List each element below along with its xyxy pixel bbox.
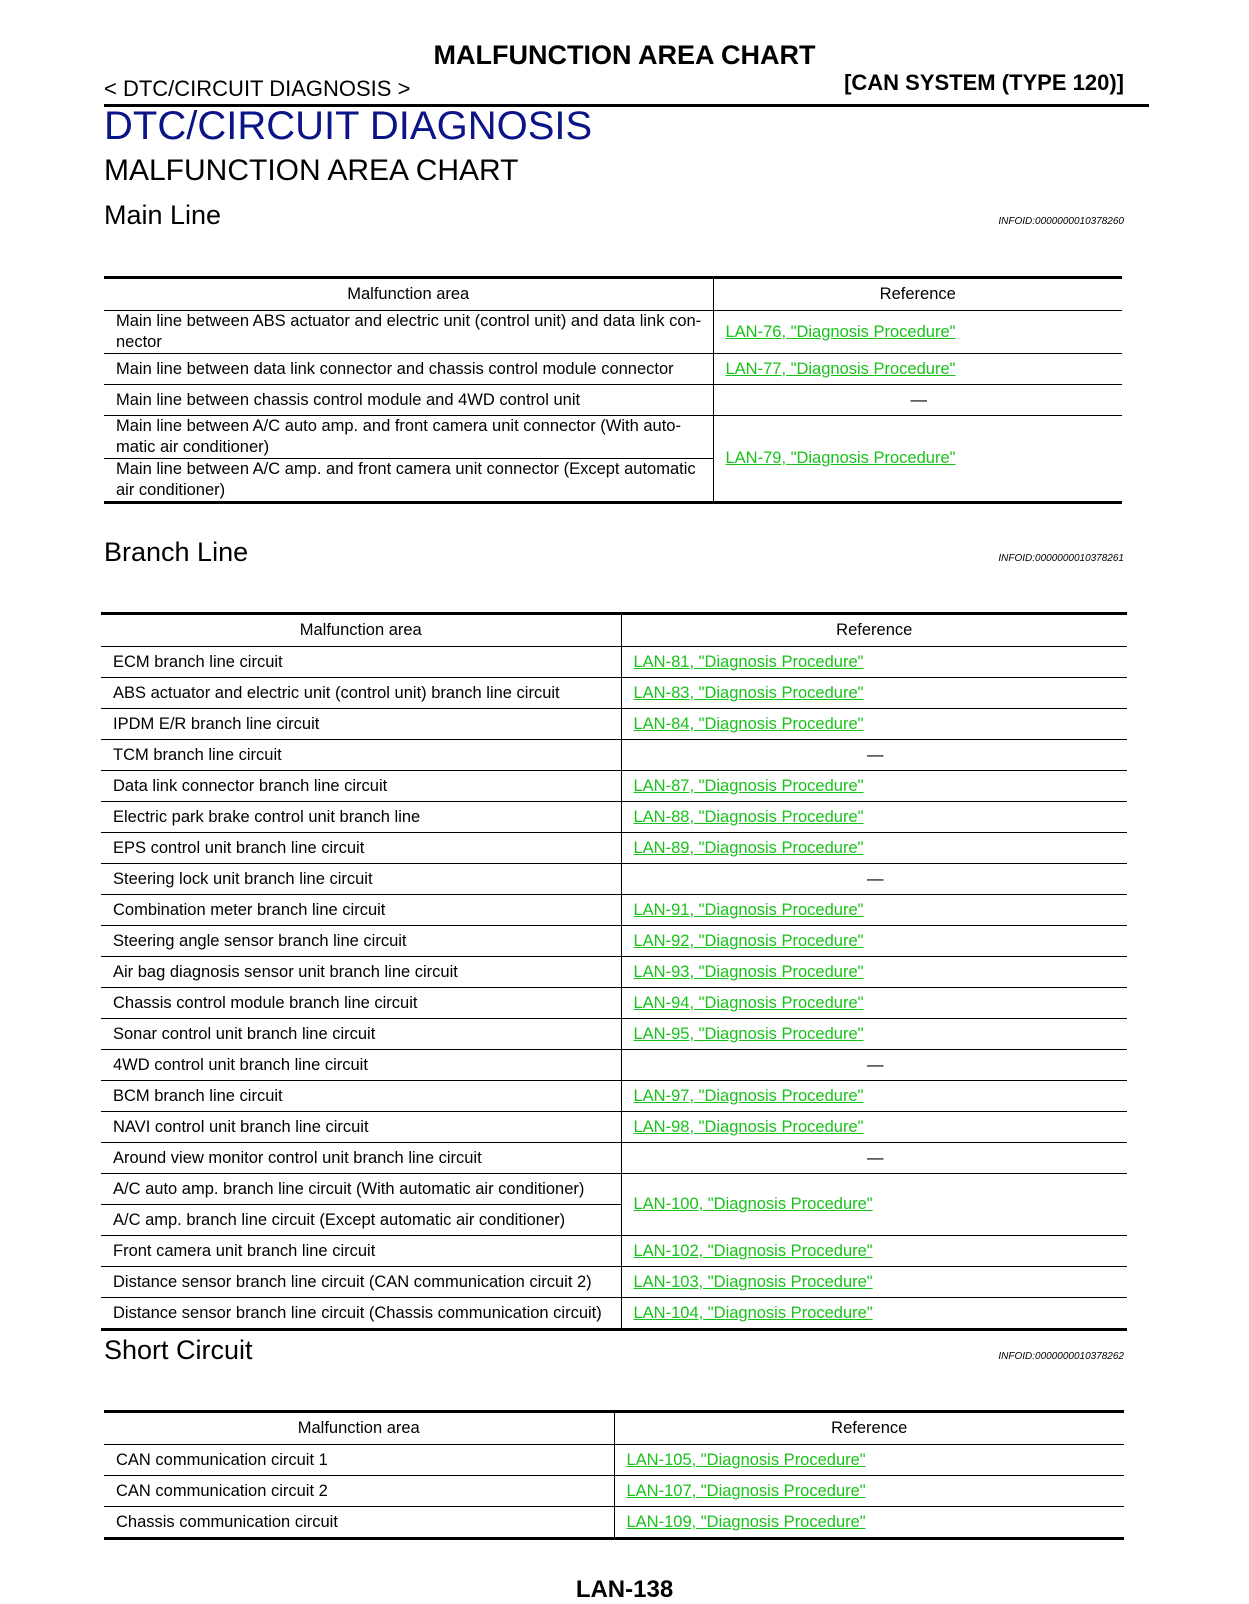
branch-line-infoid: INFOID:0000000010378261	[998, 553, 1124, 564]
table-row	[104, 354, 1122, 385]
reference-cell: —	[713, 385, 1122, 416]
table-row	[104, 311, 1122, 354]
short-circuit-title: Short Circuit	[104, 1335, 253, 1365]
main-line-table	[104, 276, 1122, 504]
reference-cell	[621, 988, 1127, 1019]
branch-line-table	[101, 612, 1127, 1331]
main-line-title: Main Line	[104, 200, 222, 230]
reference-cell	[621, 678, 1127, 709]
malfunction-area-cell: Main line between chassis control module and 4WD control unit	[104, 385, 713, 416]
reference-link[interactable]: LAN-84, "Diagnosis Procedure"	[633, 714, 864, 733]
table-row	[104, 416, 1122, 459]
page-header-title: MALFUNCTION AREA CHART	[433, 40, 816, 70]
table-row	[101, 988, 1127, 1019]
reference-link[interactable]: LAN-88, "Diagnosis Procedure"	[633, 807, 864, 826]
short-circuit-infoid: INFOID:0000000010378262	[998, 1351, 1124, 1362]
malfunction-area-cell: Chassis communication circuit	[104, 1507, 614, 1539]
malfunction-area-cell: Electric park brake control unit branch line	[101, 802, 621, 833]
table-row	[101, 1236, 1127, 1267]
breadcrumb: < DTC/CIRCUIT DIAGNOSIS >	[104, 76, 411, 101]
reference-link[interactable]: LAN-107, "Diagnosis Procedure"	[626, 1481, 866, 1500]
reference-cell: —	[621, 1143, 1127, 1174]
malfunction-area-cell: Main line between A/C amp. and front camera unit connector (Except automatic air conditioner)	[104, 459, 713, 503]
system-label: [CAN SYSTEM (TYPE 120)]	[844, 70, 1124, 95]
main-line-infoid: INFOID:0000000010378260	[998, 216, 1124, 227]
table-row	[101, 1050, 1127, 1081]
reference-link[interactable]: LAN-76, "Diagnosis Procedure"	[725, 322, 956, 341]
column-header-malfunction-area: Malfunction area	[101, 614, 621, 647]
reference-cell	[713, 311, 1122, 354]
reference-link[interactable]: LAN-81, "Diagnosis Procedure"	[633, 652, 864, 671]
malfunction-area-cell: A/C auto amp. branch line circuit (With automatic air conditioner)	[101, 1174, 621, 1205]
malfunction-area-cell: BCM branch line circuit	[101, 1081, 621, 1112]
reference-link[interactable]: LAN-103, "Diagnosis Procedure"	[633, 1272, 873, 1291]
column-header-malfunction-area: Malfunction area	[104, 1412, 614, 1445]
reference-link[interactable]: LAN-104, "Diagnosis Procedure"	[633, 1303, 873, 1322]
reference-link[interactable]: LAN-83, "Diagnosis Procedure"	[633, 683, 864, 702]
reference-cell	[621, 833, 1127, 864]
table-row	[101, 864, 1127, 895]
reference-link[interactable]: LAN-94, "Diagnosis Procedure"	[633, 993, 864, 1012]
malfunction-area-cell: NAVI control unit branch line circuit	[101, 1112, 621, 1143]
reference-cell	[621, 1298, 1127, 1330]
malfunction-area-cell: Main line between ABS actuator and electric unit (control unit) and data link con-nector	[104, 311, 713, 354]
malfunction-area-cell: A/C amp. branch line circuit (Except automatic air conditioner)	[101, 1205, 621, 1236]
malfunction-area-cell: Main line between data link connector and chassis control module connector	[104, 354, 713, 385]
reference-link[interactable]: LAN-102, "Diagnosis Procedure"	[633, 1241, 873, 1260]
reference-link[interactable]: LAN-100, "Diagnosis Procedure"	[633, 1195, 873, 1213]
column-header-reference: Reference	[614, 1412, 1124, 1445]
reference-cell	[621, 1081, 1127, 1112]
reference-cell	[621, 1112, 1127, 1143]
reference-link[interactable]: LAN-77, "Diagnosis Procedure"	[725, 359, 956, 378]
reference-cell	[621, 1174, 1127, 1236]
short-circuit-table	[104, 1410, 1124, 1540]
reference-link[interactable]: LAN-109, "Diagnosis Procedure"	[626, 1512, 866, 1531]
malfunction-area-cell: IPDM E/R branch line circuit	[101, 709, 621, 740]
reference-link[interactable]: LAN-91, "Diagnosis Procedure"	[633, 900, 864, 919]
reference-cell	[614, 1445, 1124, 1476]
reference-cell	[621, 647, 1127, 678]
malfunction-area-cell: Air bag diagnosis sensor unit branch line circuit	[101, 957, 621, 988]
malfunction-area-cell: Steering lock unit branch line circuit	[101, 864, 621, 895]
reference-cell	[621, 802, 1127, 833]
reference-cell: —	[621, 1050, 1127, 1081]
malfunction-area-cell: Front camera unit branch line circuit	[101, 1236, 621, 1267]
malfunction-area-cell: Around view monitor control unit branch line circuit	[101, 1143, 621, 1174]
column-header-reference: Reference	[621, 614, 1127, 647]
reference-cell	[621, 926, 1127, 957]
malfunction-area-cell: Distance sensor branch line circuit (Chassis communication circuit)	[101, 1298, 621, 1330]
table-row	[101, 957, 1127, 988]
table-row	[101, 1143, 1127, 1174]
reference-link[interactable]: LAN-89, "Diagnosis Procedure"	[633, 838, 864, 857]
table-row	[101, 1298, 1127, 1330]
malfunction-area-cell: Distance sensor branch line circuit (CAN communication circuit 2)	[101, 1267, 621, 1298]
reference-link[interactable]: LAN-79, "Diagnosis Procedure"	[725, 449, 956, 467]
table-row	[101, 1267, 1127, 1298]
reference-cell	[713, 416, 1122, 503]
page-subtitle: MALFUNCTION AREA CHART	[104, 154, 519, 187]
table-row	[101, 709, 1127, 740]
table-row	[104, 1476, 1124, 1507]
malfunction-area-cell: 4WD control unit branch line circuit	[101, 1050, 621, 1081]
table-header-row	[104, 1412, 1124, 1445]
reference-cell	[621, 895, 1127, 926]
table-row	[101, 647, 1127, 678]
branch-line-title: Branch Line	[104, 537, 249, 567]
table-header-row	[104, 278, 1122, 311]
malfunction-area-cell: Sonar control unit branch line circuit	[101, 1019, 621, 1050]
malfunction-area-cell: Main line between A/C auto amp. and front camera unit connector (With auto-matic air conditioner)	[104, 416, 713, 459]
table-row	[101, 771, 1127, 802]
malfunction-area-cell: EPS control unit branch line circuit	[101, 833, 621, 864]
page-number: LAN-138	[575, 1576, 674, 1603]
reference-cell: —	[621, 740, 1127, 771]
malfunction-area-cell: ECM branch line circuit	[101, 647, 621, 678]
malfunction-area-cell: Chassis control module branch line circuit	[101, 988, 621, 1019]
table-row	[101, 833, 1127, 864]
reference-cell	[621, 957, 1127, 988]
reference-cell	[713, 354, 1122, 385]
table-row	[101, 1019, 1127, 1050]
section-title: DTC/CIRCUIT DIAGNOSIS	[104, 104, 593, 148]
table-row	[101, 678, 1127, 709]
reference-cell	[621, 1267, 1127, 1298]
table-row	[101, 926, 1127, 957]
reference-cell	[614, 1476, 1124, 1507]
reference-link[interactable]: LAN-97, "Diagnosis Procedure"	[633, 1086, 864, 1105]
reference-link[interactable]: LAN-105, "Diagnosis Procedure"	[626, 1450, 866, 1469]
table-row	[104, 1445, 1124, 1476]
malfunction-area-cell: Data link connector branch line circuit	[101, 771, 621, 802]
table-row	[104, 385, 1122, 416]
reference-cell: —	[621, 864, 1127, 895]
table-row	[101, 1112, 1127, 1143]
table-row	[101, 895, 1127, 926]
table-row	[104, 1507, 1124, 1539]
reference-cell	[621, 1236, 1127, 1267]
reference-link[interactable]: LAN-98, "Diagnosis Procedure"	[633, 1117, 864, 1136]
malfunction-area-cell: CAN communication circuit 2	[104, 1476, 614, 1507]
reference-link[interactable]: LAN-95, "Diagnosis Procedure"	[633, 1024, 864, 1043]
table-row	[101, 1081, 1127, 1112]
malfunction-area-cell: TCM branch line circuit	[101, 740, 621, 771]
malfunction-area-cell: Combination meter branch line circuit	[101, 895, 621, 926]
table-row	[101, 802, 1127, 833]
reference-cell	[621, 709, 1127, 740]
malfunction-area-cell: CAN communication circuit 1	[104, 1445, 614, 1476]
table-header-row	[101, 614, 1127, 647]
malfunction-area-cell: ABS actuator and electric unit (control unit) branch line circuit	[101, 678, 621, 709]
column-header-malfunction-area: Malfunction area	[104, 278, 713, 311]
reference-cell	[621, 771, 1127, 802]
table-row	[101, 1174, 1127, 1205]
reference-link[interactable]: LAN-92, "Diagnosis Procedure"	[633, 931, 864, 950]
table-row	[101, 740, 1127, 771]
malfunction-area-cell: Steering angle sensor branch line circuit	[101, 926, 621, 957]
column-header-reference: Reference	[713, 278, 1122, 311]
reference-cell	[621, 1019, 1127, 1050]
reference-link[interactable]: LAN-93, "Diagnosis Procedure"	[633, 962, 864, 981]
reference-link[interactable]: LAN-87, "Diagnosis Procedure"	[633, 776, 864, 795]
reference-cell	[614, 1507, 1124, 1539]
